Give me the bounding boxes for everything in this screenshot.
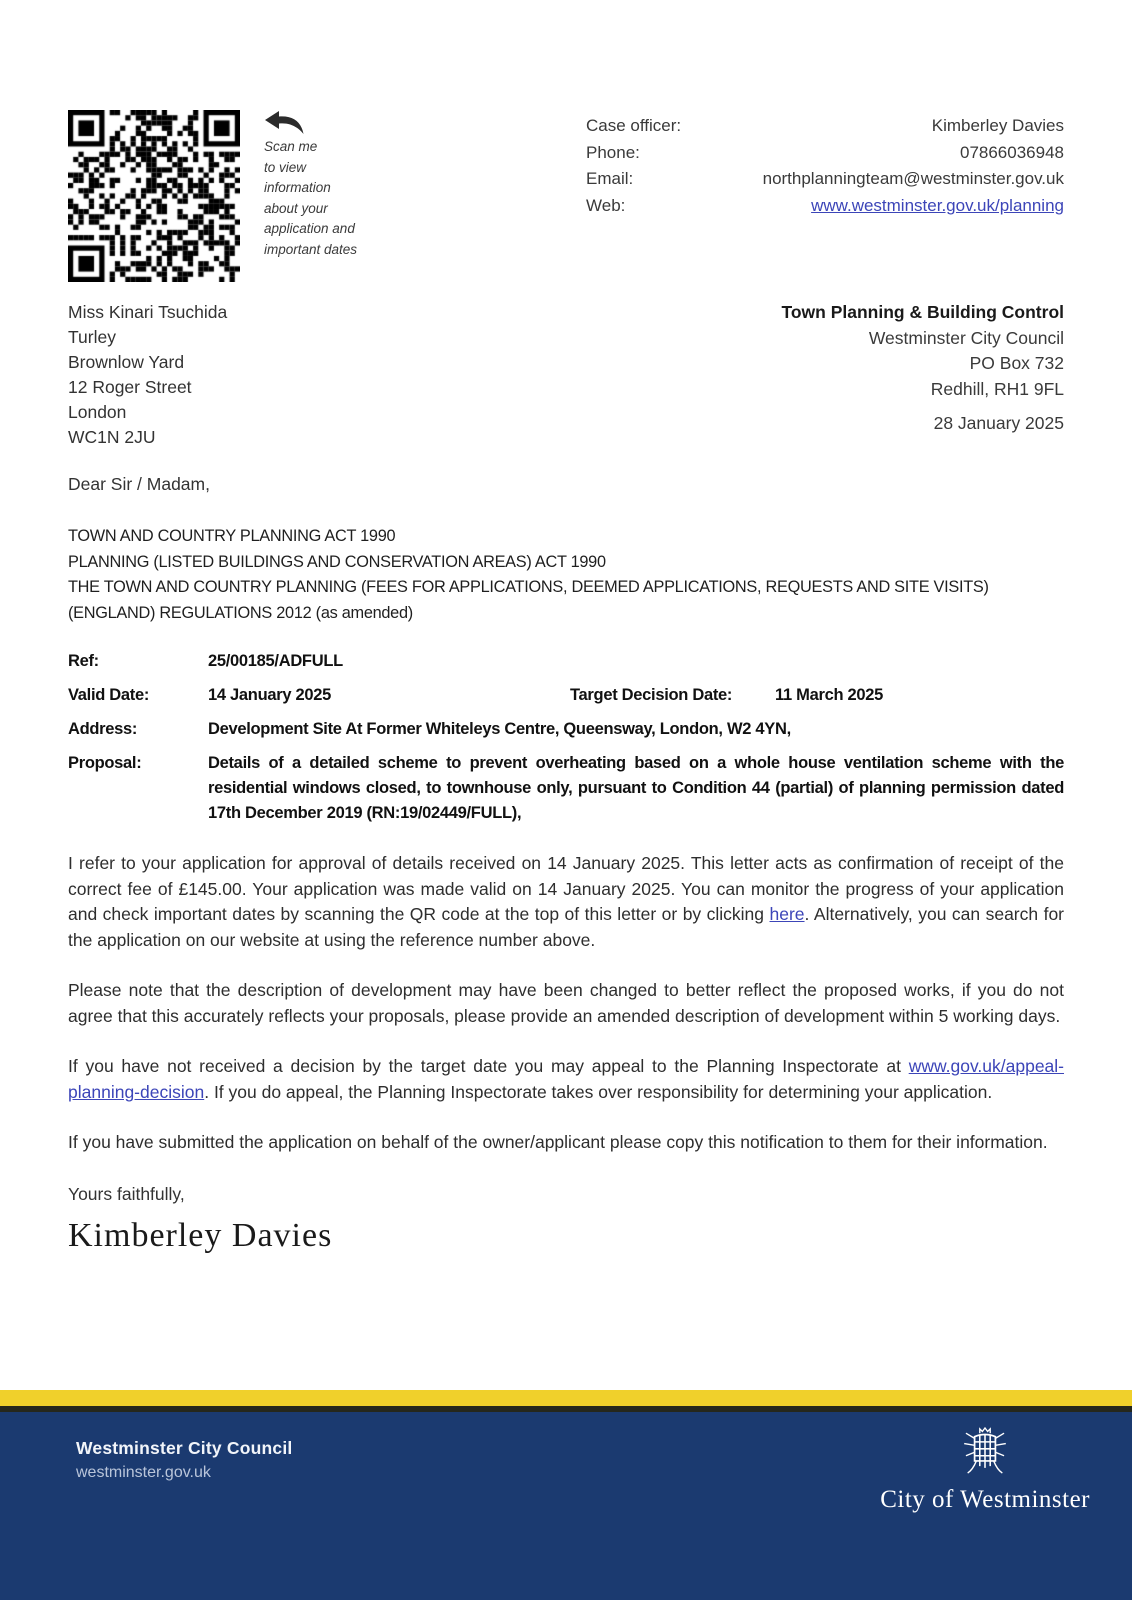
- footer-council-name: Westminster City Council: [76, 1438, 293, 1458]
- appeal-link[interactable]: www.gov.uk/appeal-planning-decision: [68, 1056, 1064, 1102]
- address-row: [68, 300, 1064, 450]
- recipient-line: Brownlow Yard: [68, 352, 185, 372]
- scan-note-line: to view: [264, 159, 307, 175]
- valid-date-label: Valid Date:: [68, 686, 150, 704]
- footer-yellow-bar: [0, 1390, 1132, 1406]
- body-paragraph-2: Please note that the description of development may have been changed to better reflect the proposed works, if you do not agree that this accurately reflects your proposals, please provide an amended description of development within 5 working days.: [68, 980, 1064, 1026]
- scan-note-line: about your: [264, 200, 328, 216]
- footer: [0, 1390, 1132, 1600]
- department-name: Town Planning & Building Control: [781, 302, 1064, 322]
- contact-row-email: [586, 166, 1064, 193]
- scan-note-line: important dates: [264, 241, 358, 257]
- contact-row-case-officer: [586, 113, 1064, 140]
- letter-header: [68, 0, 1064, 282]
- signature: Kimberley Davies: [68, 1216, 333, 1254]
- contact-block: [586, 110, 1064, 219]
- footer-council-block: [76, 1438, 292, 1482]
- email-value: northplanningteam@westminster.gov.uk: [762, 169, 1064, 188]
- scan-note: [264, 110, 396, 260]
- phone-value: 07866036948: [959, 142, 1064, 162]
- web-link[interactable]: www.westminster.gov.uk/planning: [811, 195, 1064, 215]
- paragraph-text: If you have not received a decision by the target date you may appeal to the Planning Inspectorate at: [68, 1056, 909, 1076]
- westminster-crest-icon: [959, 1426, 1011, 1482]
- footer-navy-band: [0, 1412, 1132, 1600]
- department-line: PO Box 732: [969, 353, 1064, 373]
- email-label: Email:: [586, 169, 634, 188]
- recipient-line: 12 Roger Street: [68, 377, 192, 397]
- body-paragraph-3: [68, 1054, 1064, 1105]
- site-address-row: [68, 717, 1064, 742]
- legislation-block: [68, 523, 1062, 625]
- salutation: Dear Sir / Madam,: [68, 474, 210, 494]
- department-line: Westminster City Council: [868, 327, 1064, 348]
- recipient-address: [68, 300, 227, 450]
- ref-row: [68, 649, 1064, 674]
- case-officer-label: Case officer:: [586, 116, 682, 135]
- recipient-line: Turley: [68, 327, 116, 347]
- scan-note-line: application and: [264, 221, 355, 236]
- proposal-value: Details of a detailed scheme to prevent overheating based on a whole house ventilation scheme with the residential windows closed, to townhouse only, pursuant to Condition 44 (partial) of planning permission dated 17th December 2019 (RN:19/02449/FULL),: [208, 754, 1064, 822]
- department-line: Redhill, RH1 9FL: [930, 378, 1064, 399]
- legislation-line: TOWN AND COUNTRY PLANNING ACT 1990: [68, 526, 396, 545]
- letter-date: 28 January 2025: [933, 413, 1064, 433]
- ref-label: Ref:: [68, 652, 99, 670]
- site-address-label: Address:: [68, 720, 138, 738]
- footer-council-website: westminster.gov.uk: [76, 1464, 211, 1481]
- scan-note-line: information: [264, 180, 331, 195]
- scan-note-line: Scan me: [264, 139, 318, 154]
- proposal-label: Proposal:: [68, 754, 142, 772]
- curved-left-arrow-icon: [264, 110, 304, 134]
- body-paragraph-1: [68, 851, 1064, 953]
- dates-row: [68, 683, 1064, 708]
- target-date-label: Target Decision Date:: [570, 686, 733, 704]
- recipient-line: Miss Kinari Tsuchida: [68, 302, 228, 322]
- target-date-value: 11 March 2025: [775, 686, 884, 704]
- paragraph-text: . Alternatively, you can search for the application on our website at using the reference number above.: [68, 904, 1065, 950]
- recipient-line: London: [68, 402, 127, 422]
- department-address: [781, 300, 1064, 450]
- here-link[interactable]: here: [769, 904, 805, 924]
- legislation-line: PLANNING (LISTED BUILDINGS AND CONSERVATION AREAS) ACT 1990: [68, 551, 606, 571]
- web-label: Web:: [586, 195, 626, 215]
- contact-row-web: [586, 193, 1064, 220]
- footer-logo-text: City of Westminster: [880, 1486, 1090, 1513]
- paragraph-text: . If you do appeal, the Planning Inspectorate takes over responsibility for determining your application.: [204, 1081, 993, 1102]
- proposal-row: [68, 751, 1064, 826]
- valediction: Yours faithfully,: [68, 1183, 185, 1204]
- paragraph-text: I refer to your application for approval of details received on 14 January 2025. This letter acts as confirmation of receipt of the correct fee of £145.00. Your application was made valid on 14 January 2025. You can monitor the progress of your application and check important dates by scanning the QR code at the top of this letter or by clicking: [68, 853, 1064, 924]
- phone-label: Phone:: [586, 142, 640, 162]
- legislation-line: (ENGLAND) REGULATIONS 2012 (as amended): [68, 602, 413, 622]
- body-paragraph-4: If you have submitted the application on behalf of the owner/applicant please copy this notification to them for their information.: [68, 1132, 1048, 1152]
- recipient-line: WC1N 2JU: [68, 427, 156, 447]
- legislation-line: THE TOWN AND COUNTRY PLANNING (FEES FOR APPLICATIONS, DEEMED APPLICATIONS, REQUESTS AND SITE VISITS): [68, 577, 989, 596]
- footer-logo-block: [880, 1426, 1090, 1514]
- ref-value: 25/00185/ADFULL: [208, 652, 343, 670]
- qr-code: [68, 110, 240, 282]
- case-officer-value: Kimberley Davies: [931, 116, 1064, 135]
- site-address-value: Development Site At Former Whiteleys Centre, Queensway, London, W2 4YN,: [208, 720, 791, 738]
- reference-block: [68, 649, 1064, 826]
- contact-row-phone: [586, 140, 1064, 167]
- valid-date-value: 14 January 2025: [208, 686, 332, 704]
